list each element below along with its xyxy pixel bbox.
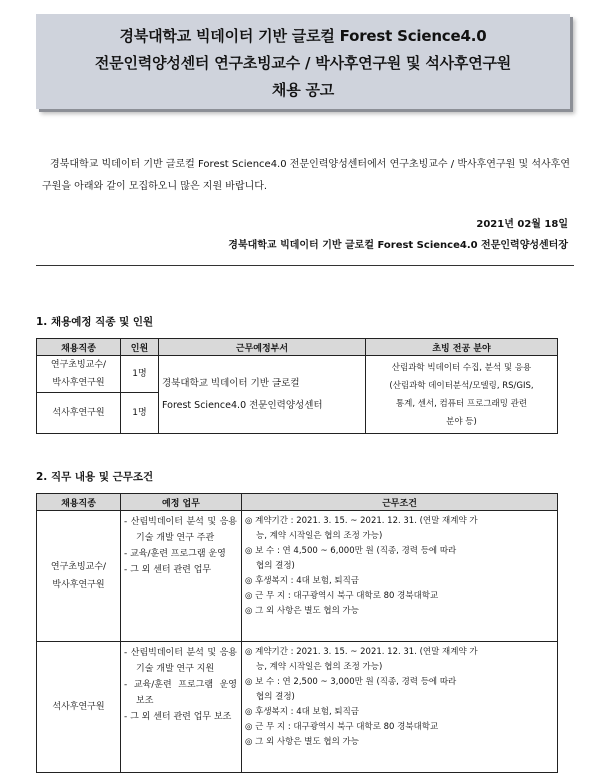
duties-cell: - 산림빅데이터 분석 및 응용 기술 개발 연구 주관 - 교육/훈련 프로그램 운영 - 그 외 센터 관련 업무 [121, 511, 242, 642]
title-line-1: 경북대학교 빅데이터 기반 글로컬 Forest Science4.0 [119, 27, 487, 45]
divider [36, 265, 574, 266]
count-cell: 1명 [121, 356, 159, 393]
title-line-3: 채용 공고 [271, 81, 335, 99]
col-header-job: 채용직종 [37, 494, 121, 511]
table-row [37, 511, 558, 642]
conditions-cell: ◎ 계약기간 : 2021. 3. 15. ~ 2021. 12. 31. (연말 재계약 가 능, 계약 시작일은 협의 조정 가능) ◎ 보 수 : 연 4,500 ~ 6,000만 원 (직종, 경력 등에 따라 협의 결정) ◎ 후생복지 : 4대 보험, 퇴직금 ◎ 근 무 지 : 대구광역시 북구 대학로 80 경북대학교 ◎ 그 외 사항은 별도 협의 가능 [242, 511, 558, 642]
table-row [37, 356, 558, 393]
intro-paragraph: 경북대학교 빅데이터 기반 글로컬 Forest Science4.0 전문인력양성센터에서 연구초빙교수 / 박사후연구원 및 석사후연구원을 아래와 같이 모집하오니 많은 지원 바랍니다. [42, 159, 570, 192]
col-header-count: 인원 [121, 339, 159, 356]
col-header-job: 채용직종 [37, 339, 121, 356]
major-cell: 산림과학 빅데이터 수집, 분석 및 응용 (산림과학 데이터분석/모델링, RS/GIS, 통계, 센서, 컴퓨터 프로그래밍 관련 분야 등) [366, 356, 558, 434]
job-cell: 석사후연구원 [37, 393, 121, 434]
title-line-2: 전문인력양성센터 연구초빙교수 / 박사후연구원 및 석사후연구원 [94, 54, 512, 72]
section-1-heading: 1. 채용예정 직종 및 인원 [36, 316, 154, 328]
duties-table [36, 493, 558, 773]
announcement-date: 2021년 02월 18일 [476, 219, 568, 230]
section-2-heading: 2. 직무 내용 및 근무조건 [36, 471, 154, 483]
job-cell: 석사후연구원 [37, 642, 121, 773]
col-header-dept: 근무예정부서 [159, 339, 366, 356]
announcement-title-box [36, 14, 570, 109]
table-row [37, 642, 558, 773]
dept-cell: 경북대학교 빅데이터 기반 글로컬 Forest Science4.0 전문인력양성센터 [159, 356, 366, 434]
duties-cell: - 산림빅데이터 분석 및 응용 기술 개발 연구 지원 - 교육/훈련 프로그램 운영 보조 - 그 외 센터 관련 업무 보조 [121, 642, 242, 773]
col-header-duties: 예정 업무 [121, 494, 242, 511]
issuing-organization: 경북대학교 빅데이터 기반 글로컬 Forest Science4.0 전문인력양성센터장 [228, 240, 568, 251]
col-header-major: 초빙 전공 분야 [366, 339, 558, 356]
col-header-conditions: 근무조건 [242, 494, 558, 511]
job-cell: 연구초빙교수/ 박사후연구원 [37, 511, 121, 642]
job-cell: 연구초빙교수/ 박사후연구원 [37, 356, 121, 393]
positions-table [36, 338, 558, 434]
conditions-cell: ◎ 계약기간 : 2021. 3. 15. ~ 2021. 12. 31. (연말 재계약 가 능, 계약 시작일은 협의 조정 가능) ◎ 보 수 : 연 2,500 ~ 3,000만 원 (직종, 경력 등에 따라 협의 결정) ◎ 후생복지 : 4대 보험, 퇴직금 ◎ 근 무 지 : 대구광역시 북구 대학로 80 경북대학교 ◎ 그 외 사항은 별도 협의 가능 [242, 642, 558, 773]
count-cell: 1명 [121, 393, 159, 434]
